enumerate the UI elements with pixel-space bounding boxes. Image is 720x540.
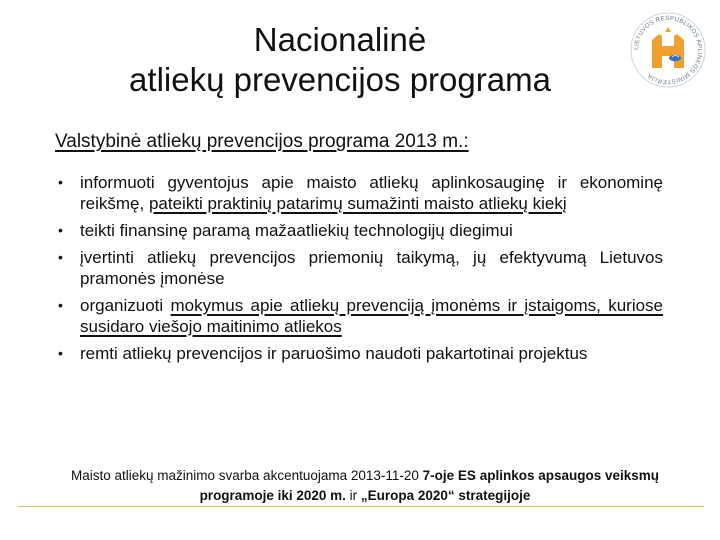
footnote-bold-program: 7-oje ES aplinkos apsaugos veiksmų programoje iki 2020 m.	[199, 468, 660, 503]
ministry-seal-icon	[628, 10, 708, 90]
bullet-dot-icon: •	[58, 249, 63, 265]
footnote-text: Maisto atliekų mažinimo svarba akcentuojama 2013-11-20	[70, 468, 423, 483]
footer-divider	[18, 506, 704, 507]
slide-title	[60, 20, 620, 100]
program-subtitle: Valstybinė atliekų prevencijos programa 2013 m.:	[55, 131, 469, 152]
slide-title-line-1: Nacionalinė	[253, 21, 427, 58]
list-item	[58, 343, 663, 364]
bullet-dot-icon: •	[58, 174, 63, 190]
bullet-text: įvertinti atliekų prevencijos priemonių taikymą, jų efektyvumą Lietuvos pramonės įmonėse	[80, 248, 663, 288]
bullet-text: teikti finansinę paramą mažaatliekių technologijų diegimui	[80, 221, 513, 240]
logo-ring-text: LIETUVOS RESPUBLIKOS APLINKOS MINISTERIJA	[632, 14, 704, 86]
bullet-text-underlined: pateikti praktinių patarimų sumažinti maisto atliekų kiekį	[148, 194, 567, 213]
footnote-connector: ir	[345, 488, 361, 503]
bullet-text-underlined: mokymus apie atliekų prevenciją įmonėms ir įstaigoms, kuriose susidaro viešojo maitinimo atliekos	[80, 296, 664, 336]
bullet-text: informuoti gyventojus apie maisto atliekų aplinkosauginę ir ekonominę reikšmę,	[80, 173, 663, 213]
bullet-text: remti atliekų prevencijos ir paruošimo naudoti pakartotinai projektus	[80, 344, 588, 363]
list-item	[58, 247, 663, 289]
bullet-text: organizuoti	[80, 296, 171, 315]
program-goals-list	[58, 172, 663, 370]
list-item	[58, 220, 663, 241]
footnote	[70, 466, 660, 506]
bullet-dot-icon: •	[58, 297, 63, 313]
bullet-dot-icon: •	[58, 222, 63, 238]
bullet-dot-icon: •	[58, 345, 63, 361]
ministry-logo	[628, 10, 708, 90]
list-item	[58, 295, 663, 337]
slide-title-line-2: atliekų prevencijos programa	[129, 61, 551, 98]
list-item	[58, 172, 663, 214]
footnote-bold-strategy: „Europa 2020“ strategijoje	[360, 488, 531, 503]
